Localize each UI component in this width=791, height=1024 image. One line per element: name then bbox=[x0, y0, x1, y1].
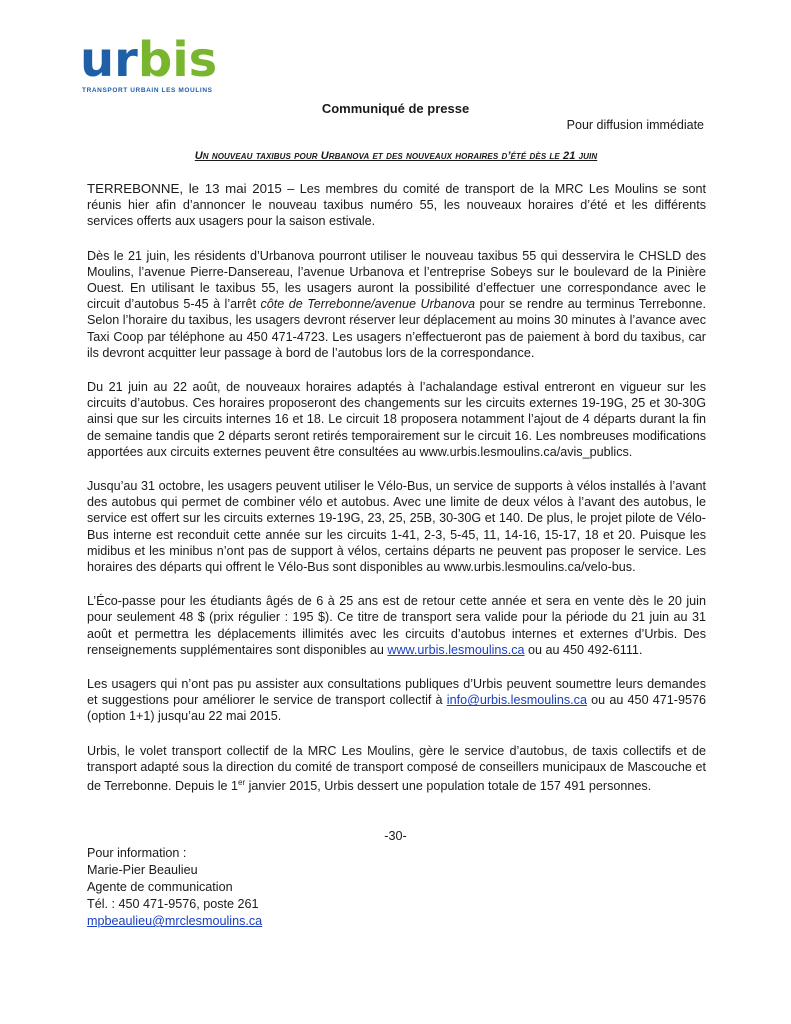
contact-block bbox=[87, 845, 262, 930]
subject-line: Un nouveau taxibus pour Urbanova et des nouveaux horaires d’été dès le 21 juin bbox=[194, 150, 598, 162]
paragraph-intro bbox=[87, 181, 706, 230]
logo-tagline: TRANSPORT URBAIN LES MOULINS bbox=[82, 87, 213, 94]
info-email-link[interactable]: info@urbis.lesmoulins.ca bbox=[446, 693, 587, 708]
document-title-text: Communiqué de presse bbox=[321, 101, 470, 116]
urbis-website-link[interactable]: www.urbis.lesmoulins.ca bbox=[387, 642, 525, 657]
paragraph-taxibus bbox=[87, 248, 706, 361]
logo-word-bis: bis bbox=[137, 32, 218, 88]
contact-phone: Tél. : 450 471-9576, poste 261 bbox=[87, 897, 259, 911]
paragraph-about-urbis bbox=[87, 743, 706, 795]
contact-email-link[interactable]: mpbeaulieu@mrclesmoulins.ca bbox=[87, 914, 263, 928]
contact-role: Agente de communication bbox=[87, 880, 233, 894]
consultations-text-1: Les usagers qui n’ont pas pu assister aux consultations publiques d’Urbis peuvent soumettre leurs demandes et suggestions pour améliorer le service de transport collectif à bbox=[87, 677, 706, 708]
dateline: TERREBONNE, le 13 mai 2015 bbox=[87, 181, 282, 196]
intro-text: – Les membres du comité de transport de la MRC Les Moulins se sont réunis hier afin d’annoncer le nouveau taxibus numéro 55, les nouveaux horaires d’été et les différents services offerts aux usagers pour la saison estivale. bbox=[87, 182, 706, 229]
eco-passe-text-2: ou au 450 492-6111. bbox=[524, 642, 643, 657]
release-notice: Pour diffusion immédiate bbox=[566, 118, 704, 132]
bus-stop-name: côte de Terrebonne/avenue Urbanova bbox=[260, 297, 476, 312]
logo-wordmark bbox=[80, 32, 217, 88]
ordinal-superscript: er bbox=[238, 778, 246, 788]
paragraph-velo-bus: Jusqu’au 31 octobre, les usagers peuvent utiliser le Vélo-Bus, un service de supports à vélos installés à l’avant des autobus qui permet de combiner vélo et autobus. Avec une limite de deux vélos à l’avant des autobus, le service est offert sur les circuits externes 19-19G, 23, 25, 25B, 30-30G et 140. De plus, le projet pilote de Vélo-Bus interne est reconduit cette année sur les circuits 1-41, 2-3, 5-45, 11, 14-16, 15-17, 18 et 20. Puisque les midibus et les minibus n’ont pas de support à vélos, certains départs ne peuvent pas proposer le service. Les horaires des départs qui offrent le Vélo-Bus sont disponibles au www.urbis.lesmoulins.ca/velo-bus. bbox=[87, 479, 706, 575]
urbis-logo bbox=[80, 32, 240, 100]
contact-name: Marie-Pier Beaulieu bbox=[87, 863, 198, 877]
logo-word-ur: ur bbox=[80, 32, 138, 88]
about-text-2: janvier 2015, Urbis dessert une population totale de 157 491 personnes. bbox=[245, 779, 652, 794]
consultations-text-2: ou au 450 471-9576 (option 1+1) jusqu’au 22 mai 2015. bbox=[87, 693, 706, 724]
paragraph-eco-passe bbox=[87, 593, 706, 658]
paragraph-summer-schedules: Du 21 juin au 22 août, de nouveaux horaires adaptés à l’achalandage estival entreront en vigueur sur les circuits d’autobus. Ces horaires proposeront des changements sur les circuits externes 19-19G, 25 et 30-30G ainsi que sur les circuits internes 16 et 18. Le circuit 18 proposera notamment l’ajout de 4 départs durant la fin de semaine tandis que 2 départs seront retirés temporairement sur le circuit 16. Les nombreuses modifications apportées aux circuits externes peuvent être consultées au www.urbis.lesmoulins.ca/avis_publics. bbox=[87, 380, 706, 459]
about-text-1: Urbis, le volet transport collectif de la MRC Les Moulins, gère le service d’autobus, de taxis collectifs et de transport adapté sous la direction du comité de transport composé de conseillers municipaux de Mascouche et de Terrebonne. Depuis le 1 bbox=[87, 743, 706, 794]
end-mark: -30- bbox=[384, 829, 407, 843]
document-title bbox=[0, 101, 791, 116]
taxibus-text-1: Dès le 21 juin, les résidents d’Urbanova pourront utiliser le nouveau taxibus 55 qui desservira le CHSLD des Moulins, l’avenue Pierre-Dansereau, l’avenue Urbanova et l’entreprise Sobeys sur le boulevard de la Pinière Ouest. En utilisant le taxibus 55, les usagers auront la possibilité d’effectuer une correspondance avec le circuit d’autobus 5-45 à l’arrêt bbox=[87, 248, 706, 312]
contact-label: Pour information : bbox=[87, 846, 187, 860]
taxibus-text-2: pour se rendre au terminus Terrebonne. Selon l’horaire du taxibus, les usagers devront réserver leur déplacement au moins 30 minutes à l’avance avec Taxi Coop par téléphone au 450 471-4723. Les usagers n’effectueront pas de paiement à bord du taxibus, car ils devront acquitter leur passage à bord de l’autobus lors de la correspondance. bbox=[87, 297, 707, 360]
release-body bbox=[87, 181, 706, 812]
paragraph-consultations bbox=[87, 676, 706, 725]
eco-passe-text-1: L’Éco-passe pour les étudiants âgés de 6 à 25 ans est de retour cette année et sera en vente dès le 20 juin pour seulement 48 $ (prix régulier : 195 $). Ce titre de transport sera valide pour la période du 21 juin au 31 août et permettra les déplacements illimités avec les circuits d’autobus internes et externes d’Urbis. Des renseignements supplémentaires sont disponibles au bbox=[87, 594, 706, 657]
